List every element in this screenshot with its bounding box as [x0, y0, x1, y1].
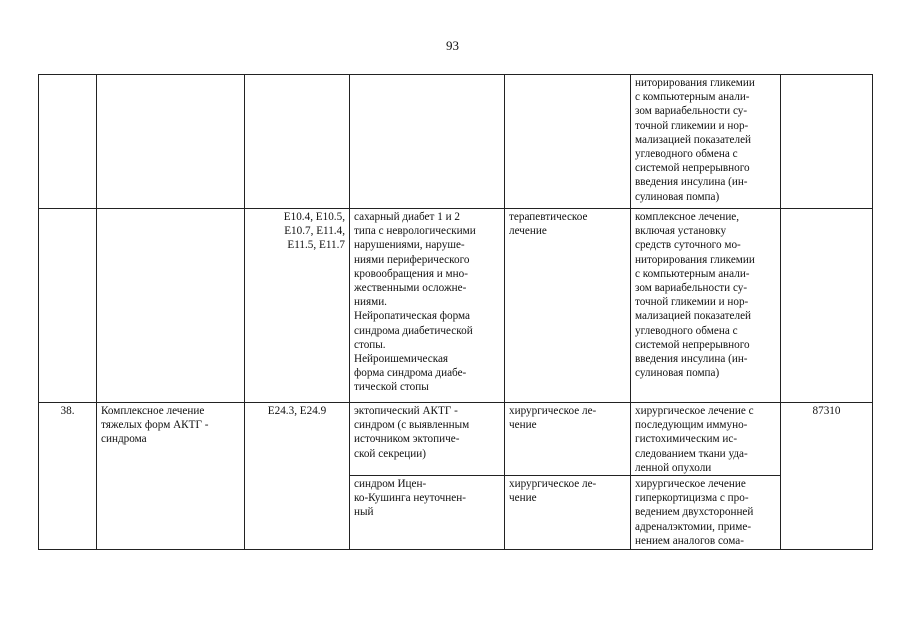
- cell-name: Комплексное лечение тяжелых форм АКТГ - синдрома: [97, 403, 245, 550]
- cell-cost: [781, 75, 873, 209]
- table-row-diabetes: [39, 209, 873, 403]
- cell-model: эктопический АКТГ - синдром (с выявленным источником эктопиче- ской секреции): [350, 403, 505, 476]
- cell-number: 38.: [39, 403, 97, 550]
- cell-model: сахарный диабет 1 и 2 типа с неврологическими нарушениями, наруше- ниями периферического кровообращения и мно- жественными осложне- ниями. Нейропатическая форма синдрома диабетической стопы. Нейроишемическая форма синдрома диабе- тической стопы: [350, 209, 505, 403]
- cell-model: синдром Ицен- ко-Кушинга неуточнен- ный: [350, 476, 505, 550]
- table-row-38: [39, 403, 873, 476]
- cell-method: хирургическое лечение гиперкортицизма с про- ведением двухсторонней адреналэктомии, приме- нением аналогов сома-: [631, 476, 781, 550]
- cell-cost: [781, 209, 873, 403]
- cell-treatment: [505, 75, 631, 209]
- cell-number: [39, 75, 97, 209]
- cell-treatment: хирургическое ле- чение: [505, 403, 631, 476]
- cell-name: [97, 75, 245, 209]
- cell-method: комплексное лечение, включая установку средств суточного мо- ниторирования гликемии с компьютерным анали- зом вариабельности су- точной гликемии и нор- мализацией показателей углеводного обмена с системой непрерывного введения инсулина (ин- сулиновая помпа): [631, 209, 781, 403]
- cell-name: [97, 209, 245, 403]
- cell-method: хирургическое лечение с последующим иммуно- гистохимическим ис- следованием ткани уда- ленной опухоли: [631, 403, 781, 476]
- page-number: 93: [446, 38, 459, 53]
- cell-model: [350, 75, 505, 209]
- cell-treatment: терапевтическое лечение: [505, 209, 631, 403]
- cell-codes: [245, 75, 350, 209]
- cell-cost: 87310: [781, 403, 873, 550]
- cell-codes: E10.4, E10.5, E10.7, E11.4, E11.5, E11.7: [245, 209, 350, 403]
- cell-codes: E24.3, E24.9: [245, 403, 350, 550]
- medical-care-table: [38, 74, 873, 550]
- cell-number: [39, 209, 97, 403]
- cell-method: ниторирования гликемии с компьютерным анали- зом вариабельности су- точной гликемии и нор- мализацией показателей углеводного обмена с системой непрерывного введения инсулина (ин- сулиновая помпа): [631, 75, 781, 209]
- table-row-continuation: [39, 75, 873, 209]
- cell-treatment: хирургическое ле- чение: [505, 476, 631, 550]
